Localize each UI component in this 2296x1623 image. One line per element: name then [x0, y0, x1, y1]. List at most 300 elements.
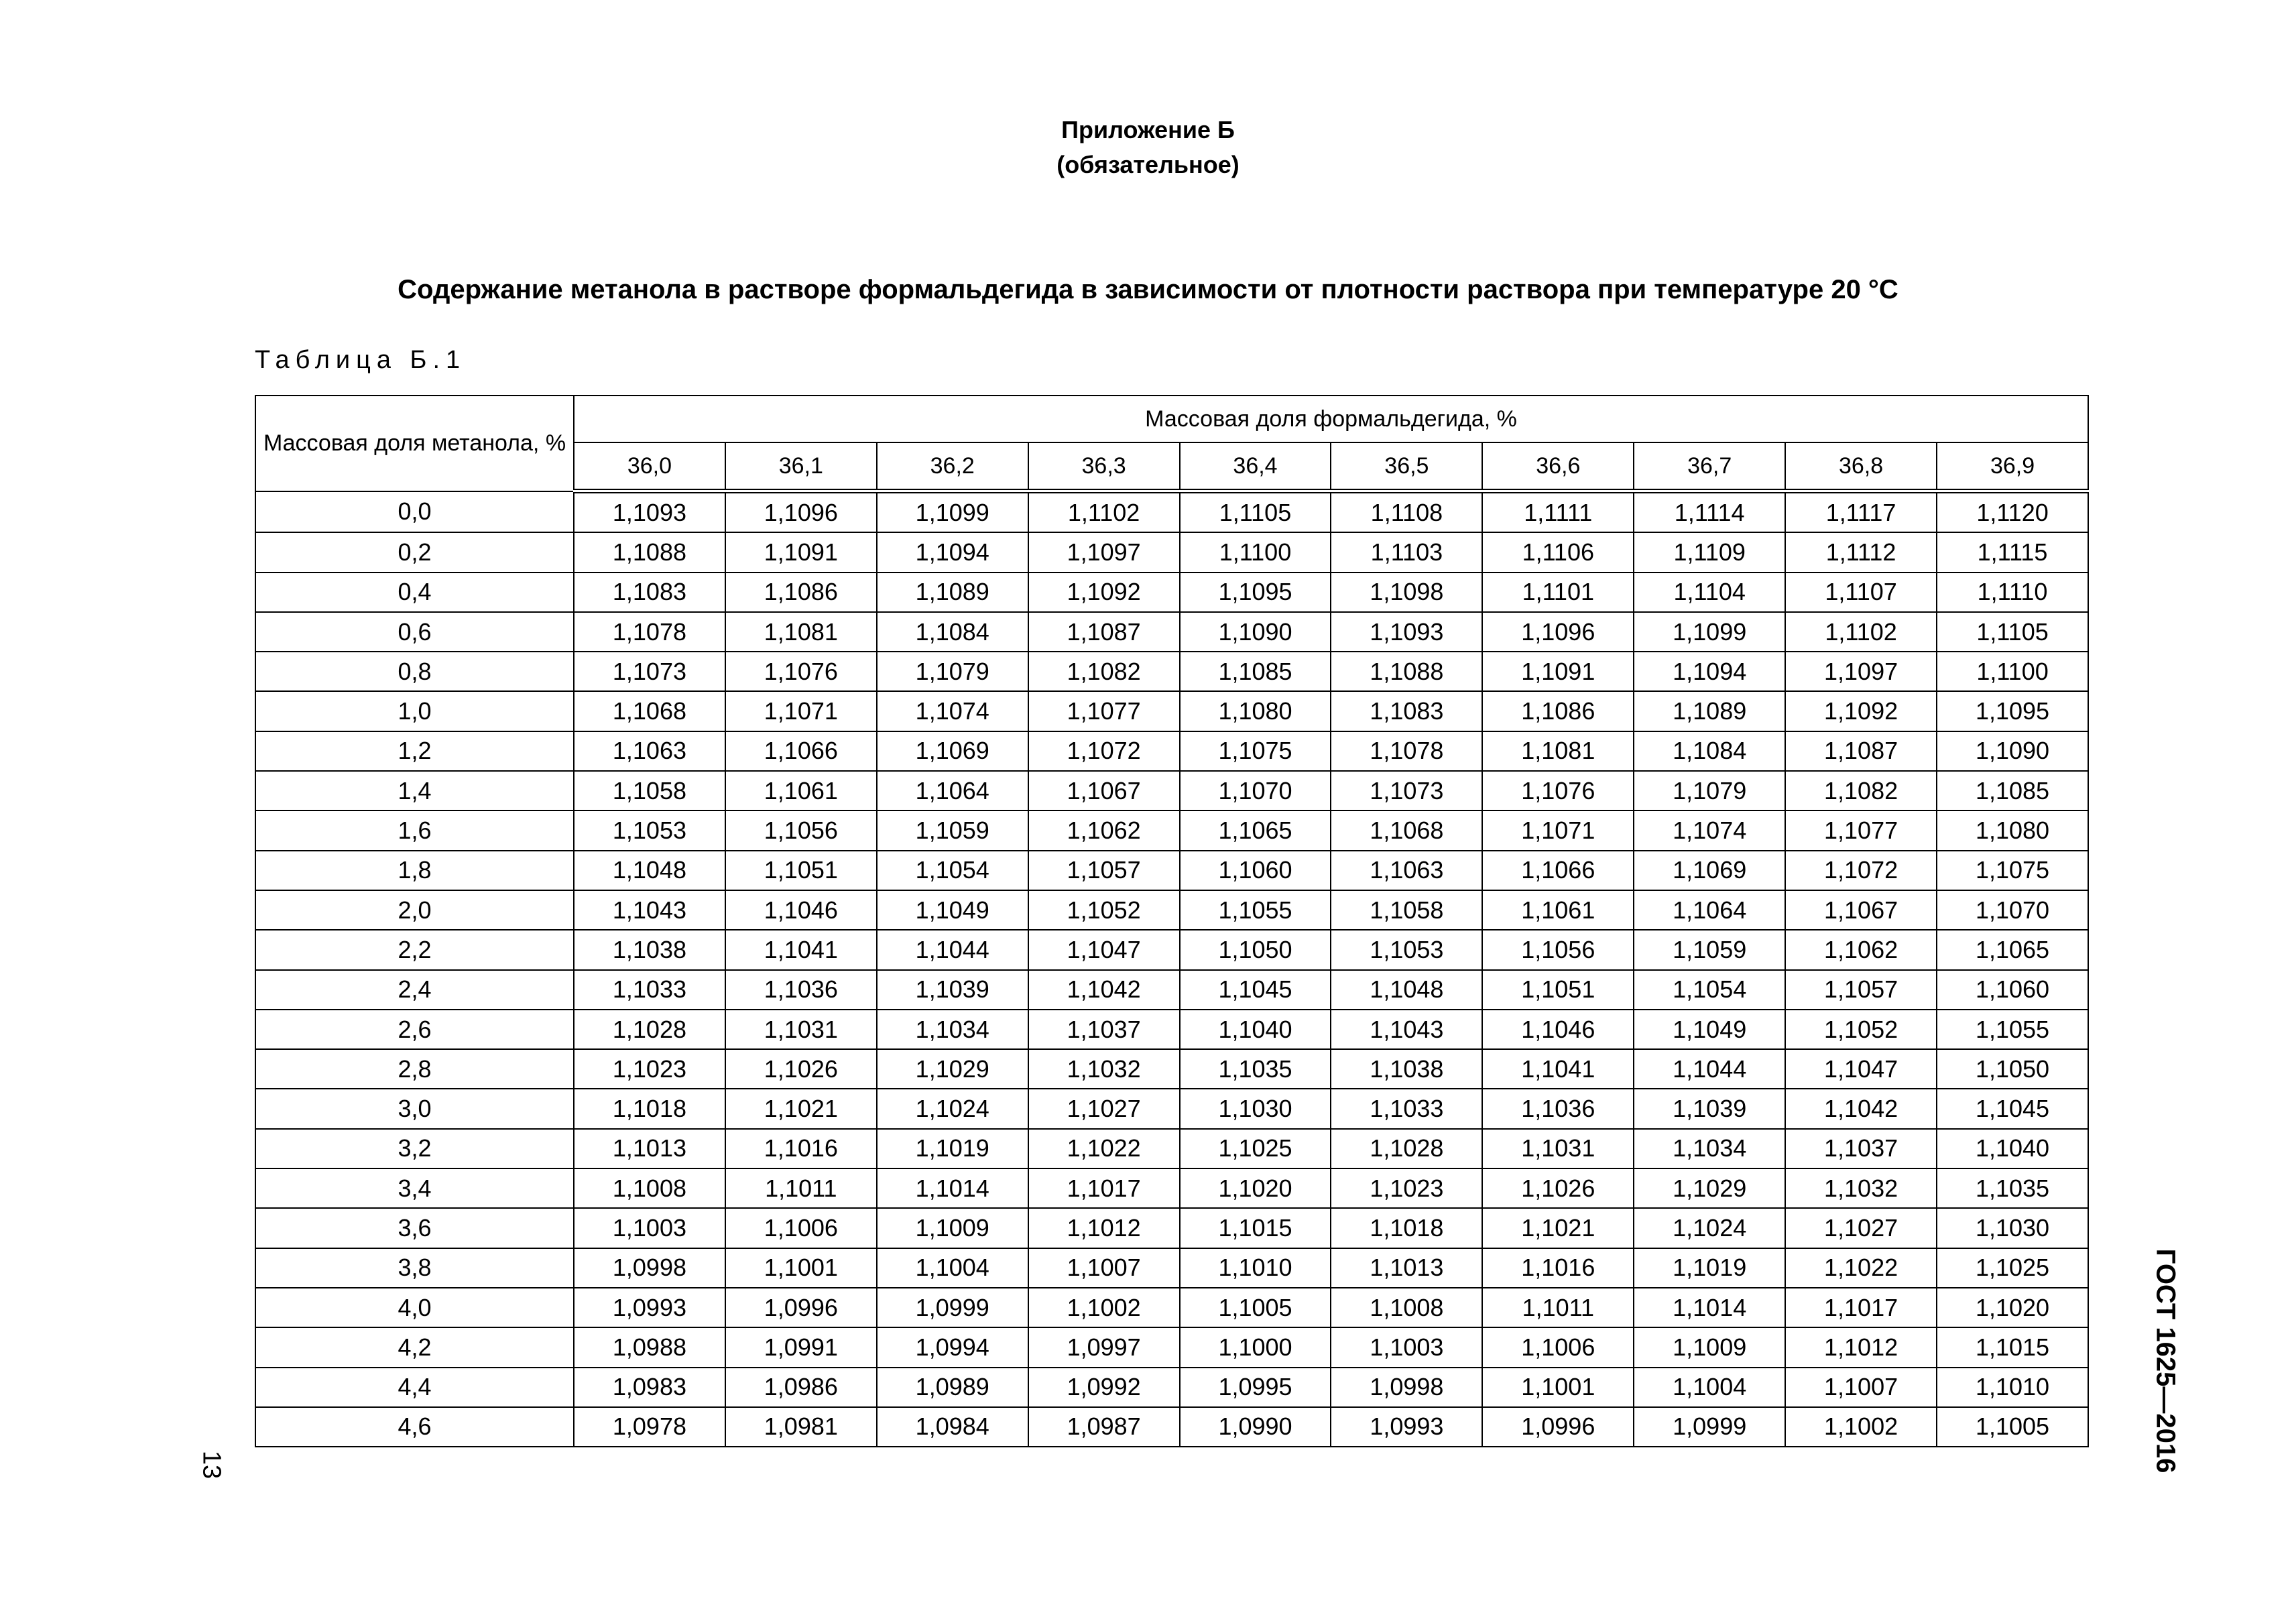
density-cell: 1,1022 [1028, 1129, 1180, 1168]
density-cell: 1,1062 [1028, 810, 1180, 850]
density-cell: 1,1038 [574, 930, 725, 969]
density-cell: 1,1010 [1937, 1368, 2088, 1407]
density-cell: 1,1002 [1028, 1288, 1180, 1327]
row-label-cell: 2,0 [255, 890, 574, 930]
row-label-cell: 4,2 [255, 1327, 574, 1367]
density-cell: 1,1102 [1028, 491, 1180, 533]
row-label-cell: 2,6 [255, 1010, 574, 1049]
column-header: 36,7 [1634, 442, 1785, 491]
row-label-cell: 1,0 [255, 691, 574, 731]
table-caption: Таблица Б.1 [255, 346, 467, 374]
density-cell: 1,1017 [1785, 1288, 1937, 1327]
density-cell: 1,1028 [574, 1010, 725, 1049]
density-cell: 1,1007 [1785, 1368, 1937, 1407]
density-cell: 1,1016 [725, 1129, 877, 1168]
density-cell: 1,1042 [1785, 1089, 1937, 1128]
density-cell: 1,1024 [877, 1089, 1028, 1128]
density-cell: 1,1081 [1482, 731, 1634, 771]
row-label-cell: 4,0 [255, 1288, 574, 1327]
density-cell: 1,1001 [1482, 1368, 1634, 1407]
density-cell: 1,0993 [574, 1288, 725, 1327]
density-cell: 1,1053 [1331, 930, 1482, 969]
density-cell: 1,1084 [877, 612, 1028, 652]
density-cell: 1,1068 [1331, 810, 1482, 850]
density-cell: 1,1117 [1785, 491, 1937, 533]
density-cell: 1,1094 [1634, 652, 1785, 691]
row-label-cell: 1,4 [255, 771, 574, 810]
table-row [255, 1089, 2088, 1128]
density-cell: 1,1051 [1482, 970, 1634, 1010]
density-cell: 1,1003 [1331, 1327, 1482, 1367]
page-number [194, 1445, 228, 1485]
density-cell: 1,1022 [1785, 1248, 1937, 1288]
density-cell: 1,1088 [1331, 652, 1482, 691]
table-row [255, 612, 2088, 652]
density-cell: 1,1071 [1482, 810, 1634, 850]
column-header: 36,9 [1937, 442, 2088, 491]
row-label-cell: 3,2 [255, 1129, 574, 1168]
density-cell: 1,1012 [1028, 1208, 1180, 1248]
table-row [255, 1407, 2088, 1447]
density-cell: 1,1021 [1482, 1208, 1634, 1248]
density-cell: 1,1025 [1180, 1129, 1331, 1168]
density-cell: 1,1072 [1028, 731, 1180, 771]
density-cell: 1,1033 [574, 970, 725, 1010]
table-row [255, 1010, 2088, 1049]
density-cell: 1,1108 [1331, 491, 1482, 533]
density-cell: 1,1032 [1785, 1168, 1937, 1208]
density-cell: 1,1014 [1634, 1288, 1785, 1327]
column-header: 36,6 [1482, 442, 1634, 491]
density-cell: 1,1076 [1482, 771, 1634, 810]
density-cell: 1,0984 [877, 1407, 1028, 1447]
density-cell: 1,1040 [1180, 1010, 1331, 1049]
density-cell: 1,1080 [1937, 810, 2088, 850]
density-cell: 1,1028 [1331, 1129, 1482, 1168]
density-cell: 1,1077 [1028, 691, 1180, 731]
density-cell: 1,1004 [1634, 1368, 1785, 1407]
density-cell: 1,1065 [1937, 930, 2088, 969]
density-cell: 1,1021 [725, 1089, 877, 1128]
density-cell: 1,1114 [1634, 491, 1785, 533]
density-cell: 1,1094 [877, 532, 1028, 572]
density-cell: 1,1043 [574, 890, 725, 930]
density-cell: 1,1018 [574, 1089, 725, 1128]
density-cell: 1,1046 [1482, 1010, 1634, 1049]
density-cell: 1,1011 [725, 1168, 877, 1208]
density-cell: 1,1003 [574, 1208, 725, 1248]
density-cell: 1,1066 [725, 731, 877, 771]
density-cell: 1,1041 [725, 930, 877, 969]
density-cell: 1,1048 [574, 851, 725, 890]
table-row [255, 691, 2088, 731]
density-cell: 1,1015 [1180, 1208, 1331, 1248]
density-cell: 1,1018 [1331, 1208, 1482, 1248]
density-cell: 1,1079 [877, 652, 1028, 691]
density-cell: 1,1010 [1180, 1248, 1331, 1288]
density-cell: 1,1075 [1937, 851, 2088, 890]
density-cell: 1,1069 [1634, 851, 1785, 890]
density-cell: 1,1053 [574, 810, 725, 850]
density-cell: 1,1097 [1785, 652, 1937, 691]
density-cell: 1,1014 [877, 1168, 1028, 1208]
density-cell: 1,1049 [877, 890, 1028, 930]
density-cell: 1,1084 [1634, 731, 1785, 771]
density-cell: 1,1026 [725, 1049, 877, 1089]
density-cell: 1,1052 [1785, 1010, 1937, 1049]
density-cell: 1,1087 [1785, 731, 1937, 771]
density-cell: 1,1090 [1937, 731, 2088, 771]
density-cell: 1,1020 [1180, 1168, 1331, 1208]
row-label-cell: 0,4 [255, 573, 574, 612]
density-cell: 1,1099 [877, 491, 1028, 533]
density-cell: 1,1068 [574, 691, 725, 731]
density-cell: 1,0999 [877, 1288, 1028, 1327]
density-cell: 1,1032 [1028, 1049, 1180, 1089]
density-cell: 1,0987 [1028, 1407, 1180, 1447]
density-cell: 1,1085 [1180, 652, 1331, 691]
density-cell: 1,1060 [1937, 970, 2088, 1010]
density-cell: 1,1024 [1634, 1208, 1785, 1248]
page-number-text: 13 [197, 1450, 226, 1480]
density-cell: 1,1096 [1482, 612, 1634, 652]
density-cell: 1,1057 [1028, 851, 1180, 890]
density-cell: 1,1073 [574, 652, 725, 691]
density-cell: 1,0999 [1634, 1407, 1785, 1447]
table-header [255, 396, 2088, 491]
density-cell: 1,1009 [877, 1208, 1028, 1248]
density-cell: 1,1037 [1028, 1010, 1180, 1049]
density-cell: 1,1038 [1331, 1049, 1482, 1089]
density-cell: 1,1045 [1180, 970, 1331, 1010]
density-cell: 1,1050 [1937, 1049, 2088, 1089]
density-cell: 1,0978 [574, 1407, 725, 1447]
density-cell: 1,1100 [1180, 532, 1331, 572]
density-cell: 1,1048 [1331, 970, 1482, 1010]
density-cell: 1,1076 [725, 652, 877, 691]
density-cell: 1,1100 [1937, 652, 2088, 691]
density-cell: 1,1030 [1937, 1208, 2088, 1248]
density-cell: 1,1088 [574, 532, 725, 572]
density-cell: 1,1001 [725, 1248, 877, 1288]
density-cell: 1,1039 [1634, 1089, 1785, 1128]
table-row [255, 1368, 2088, 1407]
density-cell: 1,1109 [1634, 532, 1785, 572]
density-cell: 1,0986 [725, 1368, 877, 1407]
row-label-cell: 3,4 [255, 1168, 574, 1208]
row-label-cell: 4,6 [255, 1407, 574, 1447]
density-cell: 1,1097 [1028, 532, 1180, 572]
density-cell: 1,1056 [1482, 930, 1634, 969]
density-cell: 1,1056 [725, 810, 877, 850]
density-cell: 1,1036 [725, 970, 877, 1010]
table-row [255, 851, 2088, 890]
density-cell: 1,1034 [1634, 1129, 1785, 1168]
density-cell: 1,1037 [1785, 1129, 1937, 1168]
row-label-cell: 4,4 [255, 1368, 574, 1407]
density-cell: 1,1090 [1180, 612, 1331, 652]
table-row [255, 1248, 2088, 1288]
table-row [255, 1168, 2088, 1208]
density-cell: 1,1012 [1785, 1327, 1937, 1367]
density-cell: 1,1002 [1785, 1407, 1937, 1447]
density-cell: 1,1106 [1482, 532, 1634, 572]
table-row [255, 491, 2088, 533]
standard-designation [2142, 1247, 2189, 1475]
density-cell: 1,1059 [877, 810, 1028, 850]
density-cell: 1,1067 [1785, 890, 1937, 930]
density-cell: 1,1044 [1634, 1049, 1785, 1089]
density-cell: 1,1045 [1937, 1089, 2088, 1128]
appendix-title: Приложение Б [1061, 116, 1235, 143]
density-cell: 1,1023 [1331, 1168, 1482, 1208]
density-cell: 1,1042 [1028, 970, 1180, 1010]
density-cell: 1,1033 [1331, 1089, 1482, 1128]
density-cell: 1,1089 [877, 573, 1028, 612]
density-cell: 1,1027 [1028, 1089, 1180, 1128]
density-cell: 1,0992 [1028, 1368, 1180, 1407]
column-header: 36,5 [1331, 442, 1482, 491]
density-cell: 1,1013 [574, 1129, 725, 1168]
density-cell: 1,1110 [1937, 573, 2088, 612]
density-cell: 1,1086 [725, 573, 877, 612]
table-row [255, 810, 2088, 850]
density-cell: 1,1064 [1634, 890, 1785, 930]
density-cell: 1,1013 [1331, 1248, 1482, 1288]
density-cell: 1,1095 [1937, 691, 2088, 731]
density-cell: 1,1071 [725, 691, 877, 731]
density-cell: 1,1031 [725, 1010, 877, 1049]
table-row [255, 890, 2088, 930]
density-cell: 1,1047 [1028, 930, 1180, 969]
density-cell: 1,1030 [1180, 1089, 1331, 1128]
density-cell: 1,1093 [574, 491, 725, 533]
density-cell: 1,1070 [1937, 890, 2088, 930]
standard-designation-text: ГОСТ 1625—2016 [2151, 1248, 2181, 1474]
density-cell: 1,1083 [574, 573, 725, 612]
row-label-cell: 1,2 [255, 731, 574, 771]
density-cell: 1,0981 [725, 1407, 877, 1447]
density-cell: 1,1049 [1634, 1010, 1785, 1049]
table-row [255, 1129, 2088, 1168]
table-row [255, 1208, 2088, 1248]
density-cell: 1,1065 [1180, 810, 1331, 850]
density-cell: 1,1085 [1937, 771, 2088, 810]
density-cell: 1,0997 [1028, 1327, 1180, 1367]
column-header: 36,0 [574, 442, 725, 491]
density-cell: 1,0988 [574, 1327, 725, 1367]
density-cell: 1,1020 [1937, 1288, 2088, 1327]
density-cell: 1,1039 [877, 970, 1028, 1010]
density-cell: 1,1019 [1634, 1248, 1785, 1288]
density-cell: 1,1009 [1634, 1327, 1785, 1367]
density-cell: 1,1083 [1331, 691, 1482, 731]
density-cell: 1,1078 [574, 612, 725, 652]
density-cell: 1,1034 [877, 1010, 1028, 1049]
row-label-cell: 0,0 [255, 491, 574, 533]
density-cell: 1,1074 [877, 691, 1028, 731]
column-header: 36,4 [1180, 442, 1331, 491]
table-row [255, 771, 2088, 810]
density-cell: 1,0989 [877, 1368, 1028, 1407]
table-row [255, 970, 2088, 1010]
density-cell: 1,1074 [1634, 810, 1785, 850]
table-row [255, 1288, 2088, 1327]
density-cell: 1,1069 [877, 731, 1028, 771]
group-header-cell: Массовая доля формальдегида, % [574, 396, 2088, 442]
density-cell: 1,1079 [1634, 771, 1785, 810]
row-label-cell: 2,2 [255, 930, 574, 969]
density-cell: 1,1103 [1331, 532, 1482, 572]
density-cell: 1,1040 [1937, 1129, 2088, 1168]
density-cell: 1,1046 [725, 890, 877, 930]
density-cell: 1,1019 [877, 1129, 1028, 1168]
density-cell: 1,1057 [1785, 970, 1937, 1010]
document-title: Содержание метанола в растворе формальдегида в зависимости от плотности раствора при температуре 20 °С [398, 275, 1898, 304]
row-header-cell: Массовая доля метанола, % [255, 396, 574, 491]
density-cell: 1,1006 [1482, 1327, 1634, 1367]
table-row [255, 573, 2088, 612]
column-header: 36,8 [1785, 442, 1937, 491]
density-cell: 1,1027 [1785, 1208, 1937, 1248]
density-cell: 1,1050 [1180, 930, 1331, 969]
density-cell: 1,1008 [1331, 1288, 1482, 1327]
row-label-cell: 2,8 [255, 1049, 574, 1089]
density-cell: 1,1112 [1785, 532, 1937, 572]
table-body [255, 491, 2088, 1447]
density-cell: 1,1063 [1331, 851, 1482, 890]
table-row [255, 731, 2088, 771]
density-cell: 1,1070 [1180, 771, 1331, 810]
density-cell: 1,1029 [877, 1049, 1028, 1089]
density-cell: 1,1043 [1331, 1010, 1482, 1049]
density-cell: 1,1075 [1180, 731, 1331, 771]
density-cell: 1,1031 [1482, 1129, 1634, 1168]
density-cell: 1,1082 [1028, 652, 1180, 691]
table-row [255, 1327, 2088, 1367]
density-cell: 1,1015 [1937, 1327, 2088, 1367]
density-cell: 1,0996 [725, 1288, 877, 1327]
density-cell: 1,1062 [1785, 930, 1937, 969]
density-cell: 1,1006 [725, 1208, 877, 1248]
density-cell: 1,1098 [1331, 573, 1482, 612]
density-cell: 1,1052 [1028, 890, 1180, 930]
density-cell: 1,1107 [1785, 573, 1937, 612]
density-cell: 1,1054 [877, 851, 1028, 890]
density-cell: 1,1061 [725, 771, 877, 810]
row-label-cell: 3,8 [255, 1248, 574, 1288]
column-header: 36,3 [1028, 442, 1180, 491]
density-cell: 1,1087 [1028, 612, 1180, 652]
density-cell: 1,1055 [1937, 1010, 2088, 1049]
column-header: 36,2 [877, 442, 1028, 491]
density-cell: 1,1008 [574, 1168, 725, 1208]
density-cell: 1,1044 [877, 930, 1028, 969]
density-cell: 1,1089 [1634, 691, 1785, 731]
density-cell: 1,1005 [1937, 1407, 2088, 1447]
density-cell: 1,1055 [1180, 890, 1331, 930]
density-cell: 1,0998 [574, 1248, 725, 1288]
density-cell: 1,1105 [1180, 491, 1331, 533]
density-cell: 1,1059 [1634, 930, 1785, 969]
density-cell: 1,0990 [1180, 1407, 1331, 1447]
density-cell: 1,1096 [725, 491, 877, 533]
density-cell: 1,1061 [1482, 890, 1634, 930]
density-cell: 1,1029 [1634, 1168, 1785, 1208]
density-cell: 1,1120 [1937, 491, 2088, 533]
density-cell: 1,1072 [1785, 851, 1937, 890]
header-row-top [255, 396, 2088, 442]
density-cell: 1,1093 [1331, 612, 1482, 652]
row-label-cell: 3,6 [255, 1208, 574, 1248]
row-label-cell: 2,4 [255, 970, 574, 1010]
density-cell: 1,0995 [1180, 1368, 1331, 1407]
density-cell: 1,0983 [574, 1368, 725, 1407]
density-cell: 1,1102 [1785, 612, 1937, 652]
density-cell: 1,1101 [1482, 573, 1634, 612]
density-cell: 1,1111 [1482, 491, 1634, 533]
density-cell: 1,1000 [1180, 1327, 1331, 1367]
density-cell: 1,1005 [1180, 1288, 1331, 1327]
density-cell: 1,1007 [1028, 1248, 1180, 1288]
density-cell: 1,1060 [1180, 851, 1331, 890]
density-cell: 1,1051 [725, 851, 877, 890]
density-cell: 1,1095 [1180, 573, 1331, 612]
density-cell: 1,1004 [877, 1248, 1028, 1288]
density-table [255, 395, 2089, 1447]
density-cell: 1,0998 [1331, 1368, 1482, 1407]
density-cell: 1,1036 [1482, 1089, 1634, 1128]
density-cell: 1,1077 [1785, 810, 1937, 850]
density-cell: 1,1041 [1482, 1049, 1634, 1089]
density-cell: 1,0993 [1331, 1407, 1482, 1447]
density-cell: 1,1067 [1028, 771, 1180, 810]
table-row [255, 930, 2088, 969]
row-label-cell: 0,6 [255, 612, 574, 652]
row-label-cell: 3,0 [255, 1089, 574, 1128]
density-cell: 1,1017 [1028, 1168, 1180, 1208]
row-label-cell: 1,8 [255, 851, 574, 890]
appendix-status: (обязательное) [1056, 151, 1240, 178]
density-cell: 1,1035 [1180, 1049, 1331, 1089]
density-cell: 1,1080 [1180, 691, 1331, 731]
density-cell: 1,1115 [1937, 532, 2088, 572]
density-cell: 1,1058 [1331, 890, 1482, 930]
table-row [255, 652, 2088, 691]
row-label-cell: 1,6 [255, 810, 574, 850]
density-cell: 1,1035 [1937, 1168, 2088, 1208]
density-cell: 1,0994 [877, 1327, 1028, 1367]
density-cell: 1,1078 [1331, 731, 1482, 771]
density-cell: 1,1092 [1785, 691, 1937, 731]
density-cell: 1,1099 [1634, 612, 1785, 652]
density-cell: 1,1047 [1785, 1049, 1937, 1089]
row-label-cell: 0,2 [255, 532, 574, 572]
density-cell: 1,1054 [1634, 970, 1785, 1010]
density-cell: 1,1082 [1785, 771, 1937, 810]
row-label-cell: 0,8 [255, 652, 574, 691]
density-cell: 1,1073 [1331, 771, 1482, 810]
density-cell: 1,1066 [1482, 851, 1634, 890]
density-cell: 1,1016 [1482, 1248, 1634, 1288]
density-cell: 1,0996 [1482, 1407, 1634, 1447]
density-cell: 1,1091 [725, 532, 877, 572]
density-cell: 1,1092 [1028, 573, 1180, 612]
density-cell: 1,1025 [1937, 1248, 2088, 1288]
density-cell: 1,1058 [574, 771, 725, 810]
density-cell: 1,1081 [725, 612, 877, 652]
appendix-heading [0, 113, 2296, 182]
